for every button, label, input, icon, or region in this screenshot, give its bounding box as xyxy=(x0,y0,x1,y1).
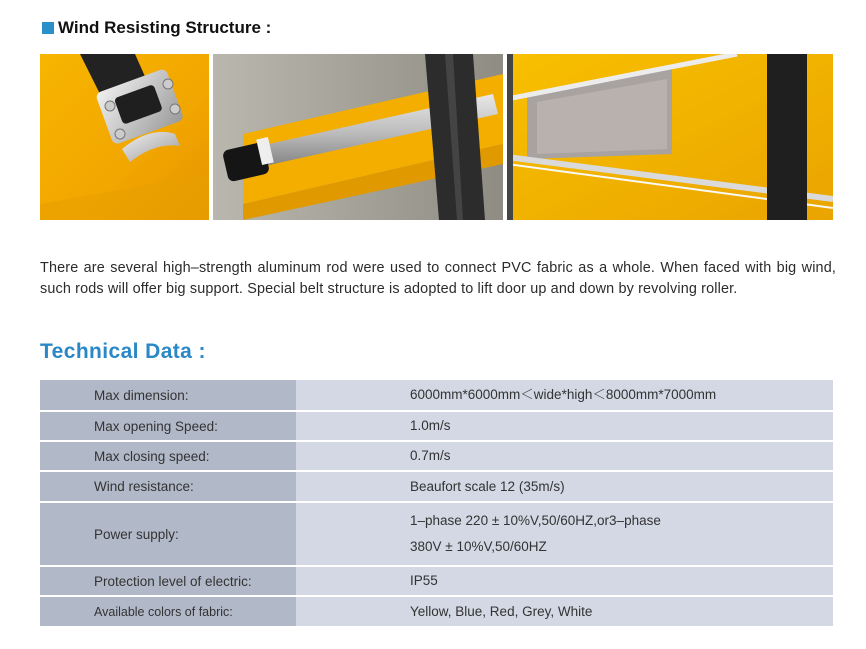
row-label: Protection level of electric: xyxy=(40,566,296,596)
row-label: Wind resistance: xyxy=(40,471,296,502)
row-value: IP55 xyxy=(296,566,833,596)
aluminum-rod-photo xyxy=(213,54,503,220)
table-row xyxy=(40,441,833,471)
table-row xyxy=(40,596,833,626)
technical-data-heading: Technical Data : xyxy=(40,340,206,363)
door-panel-photo xyxy=(507,54,833,220)
belt-buckle-photo xyxy=(40,54,209,220)
row-label: Available colors of fabric: xyxy=(40,596,296,626)
description-paragraph: There are several high–strength aluminum rod were used to connect PVC fabric as a whole. When faced with big wind, such rods will offer big support. Special belt structure is adopted to lift door up and down by revolving roller. xyxy=(40,260,836,298)
technical-data-table xyxy=(40,380,833,626)
row-value: 1.0m/s xyxy=(296,411,833,441)
row-value: Beaufort scale 12 (35m/s) xyxy=(296,471,833,502)
row-value: Yellow, Blue, Red, Grey, White xyxy=(296,596,833,626)
row-value: 0.7m/s xyxy=(296,441,833,471)
table-row xyxy=(40,502,833,566)
section-title: Wind Resisting Structure : xyxy=(58,18,272,37)
row-value: 1–phase 220 ± 10%V,50/60HZ,or3–phase 380V ± 10%V,50/60HZ xyxy=(296,502,833,566)
bullet-square-icon xyxy=(42,22,54,34)
table-row xyxy=(40,566,833,596)
photo-strip xyxy=(40,54,833,220)
table-row xyxy=(40,411,833,441)
row-label: Max closing speed: xyxy=(40,441,296,471)
row-label: Power supply: xyxy=(40,502,296,566)
row-label: Max opening Speed: xyxy=(40,411,296,441)
row-value: 6000mm*6000mm＜wide*high＜8000mm*7000mm xyxy=(296,380,833,411)
table-row xyxy=(40,471,833,502)
section-heading xyxy=(42,18,271,38)
row-label: Max dimension: xyxy=(40,380,296,411)
table-row xyxy=(40,380,833,411)
